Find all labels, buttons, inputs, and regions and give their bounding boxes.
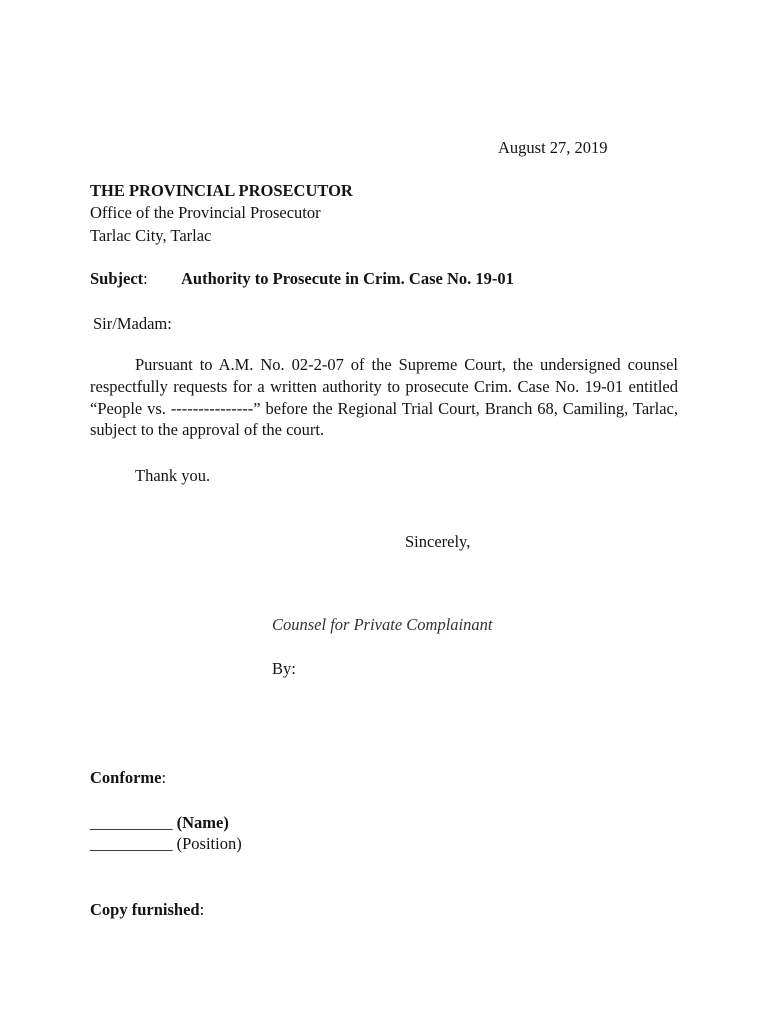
position-blank: __________	[90, 834, 173, 853]
salutation: Sir/Madam:	[93, 314, 172, 333]
closing: Sincerely,	[405, 532, 471, 551]
addressee-office: Office of the Provincial Prosecutor	[90, 203, 321, 222]
subject-label-line	[90, 268, 148, 290]
copy-furnished-label: Copy furnished	[90, 900, 200, 919]
name-label: (Name)	[176, 813, 229, 832]
subject-label: Subject	[90, 269, 144, 288]
subject-text: Authority to Prosecute in Crim. Case No. 19-01	[181, 269, 514, 288]
counsel-title: Counsel for Private Complainant	[272, 615, 493, 634]
conforme-label: Conforme	[90, 768, 162, 787]
by-label: By:	[272, 659, 296, 678]
signature-name-line	[90, 812, 229, 834]
copy-furnished-line	[90, 899, 204, 921]
name-blank: __________	[90, 813, 173, 832]
subject-colon: :	[143, 269, 148, 288]
addressee-title: THE PROVINCIAL PROSECUTOR	[90, 181, 353, 200]
position-label: (Position)	[176, 834, 242, 853]
conforme-line	[90, 767, 166, 789]
copy-furnished-colon: :	[199, 900, 205, 919]
body-paragraph: Pursuant to A.M. No. 02-2-07 of the Supreme Court, the undersigned counsel respectfully requests for a written authority to prosecute Crim. Case No. 19-01 entitled “People vs. ---------------” before the Regional Trial Court, Branch 68, Camiling, Tarlac, subject to the approval of the court.	[90, 355, 678, 440]
addressee-city: Tarlac City, Tarlac	[90, 226, 212, 245]
letter-date: August 27, 2019	[498, 138, 608, 157]
signature-position-line	[90, 833, 242, 855]
thank-you: Thank you.	[135, 466, 211, 485]
conforme-colon: :	[161, 768, 167, 787]
